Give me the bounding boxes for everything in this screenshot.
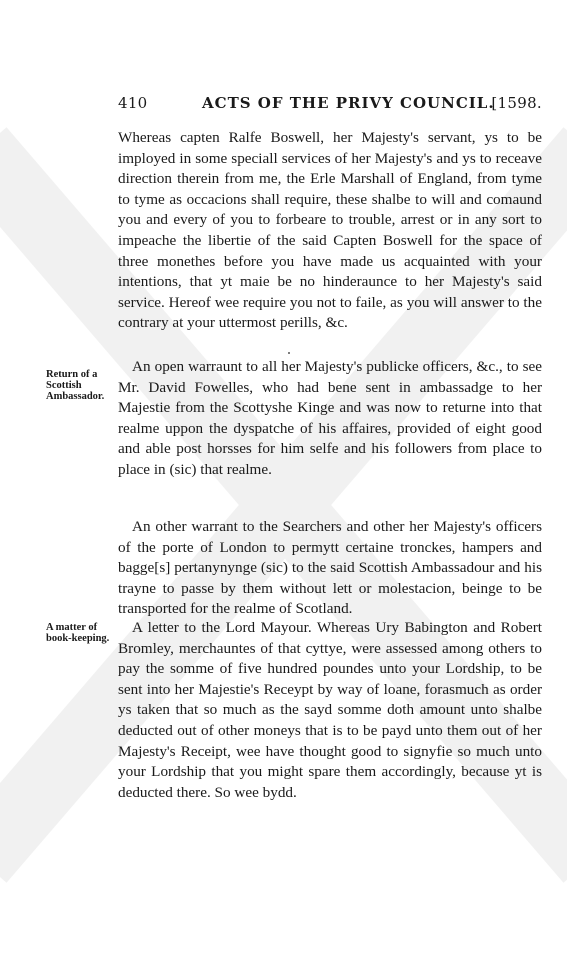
- paragraph-warrant-fowelles: An open warraunt to all her Majesty's publicke officers, &c., to see Mr. David Fowelles, who had bene sent in ambassadge to her Majestie from the Scottyshe Kinge and was now to returne into that realme uppon the dyspatche of his affaires, provided of eight good and able post horsses for him selfe and his followers from place to place in (sic) that realme.: [118, 358, 542, 478]
- year-marker: [1598.: [491, 94, 542, 112]
- paragraph-letter-lord-mayour: A letter to the Lord Mayour. Whereas Ury Babington and Robert Bromley, merchauntes of that cyttye, were assessed among others to pay the somme of five hundred poundes unto your Lordship, to be sent into her Majestie's Receypt by way of loane, forasmuch as order ys taken that so much as the sayd somme doth amount unto shalbe deducted out of other moneys that is to be payd unto them out of her Majesty's Receipt, wee have thought good to signyfie so much unto your Lordship that you might spare them accordingly, because yt is deducted there. So wee bydd.: [118, 619, 542, 801]
- margin-note-book-keeping: A matter of book-keeping.: [46, 622, 110, 644]
- paragraph-boswell: Whereas capten Ralfe Boswell, her Majesty's servant, ys to be imployed in some speciall services of her Majesty's and ys to receave direction therein from me, the Erle Marshall of England, from tyme to tyme as occacions shall require, these shalbe to will and comaund you and every of you to forbeare to trouble, arrest or in any sort to impeache the libertie of the said Capten Boswell for the space of three monethes before you have made us acquainted with your intentions, that yt maie be no hinderaunce to her Majesty's said service. Hereof wee require you not to faile, as you will answer to the contrary at your uttermost perills, &c.: [118, 129, 542, 332]
- separator-dot: [288, 352, 290, 354]
- running-title: ACTS OF THE PRIVY COUNCIL.: [202, 94, 495, 112]
- margin-note-scottish-ambassador: Return of a Scottish Ambassador.: [46, 369, 105, 402]
- page-number: 410: [118, 94, 148, 112]
- paragraph-warrant-searchers: An other warrant to the Searchers and other her Majesty's officers of the porte of London to permytt certaine tronckes, hampers and bagge[s] pertanynynge (sic) to the said Scottish Ambassadour and his trayne to passe by them without lett or molestacion, beinge to be transported for the realme of Scotland.: [118, 518, 542, 618]
